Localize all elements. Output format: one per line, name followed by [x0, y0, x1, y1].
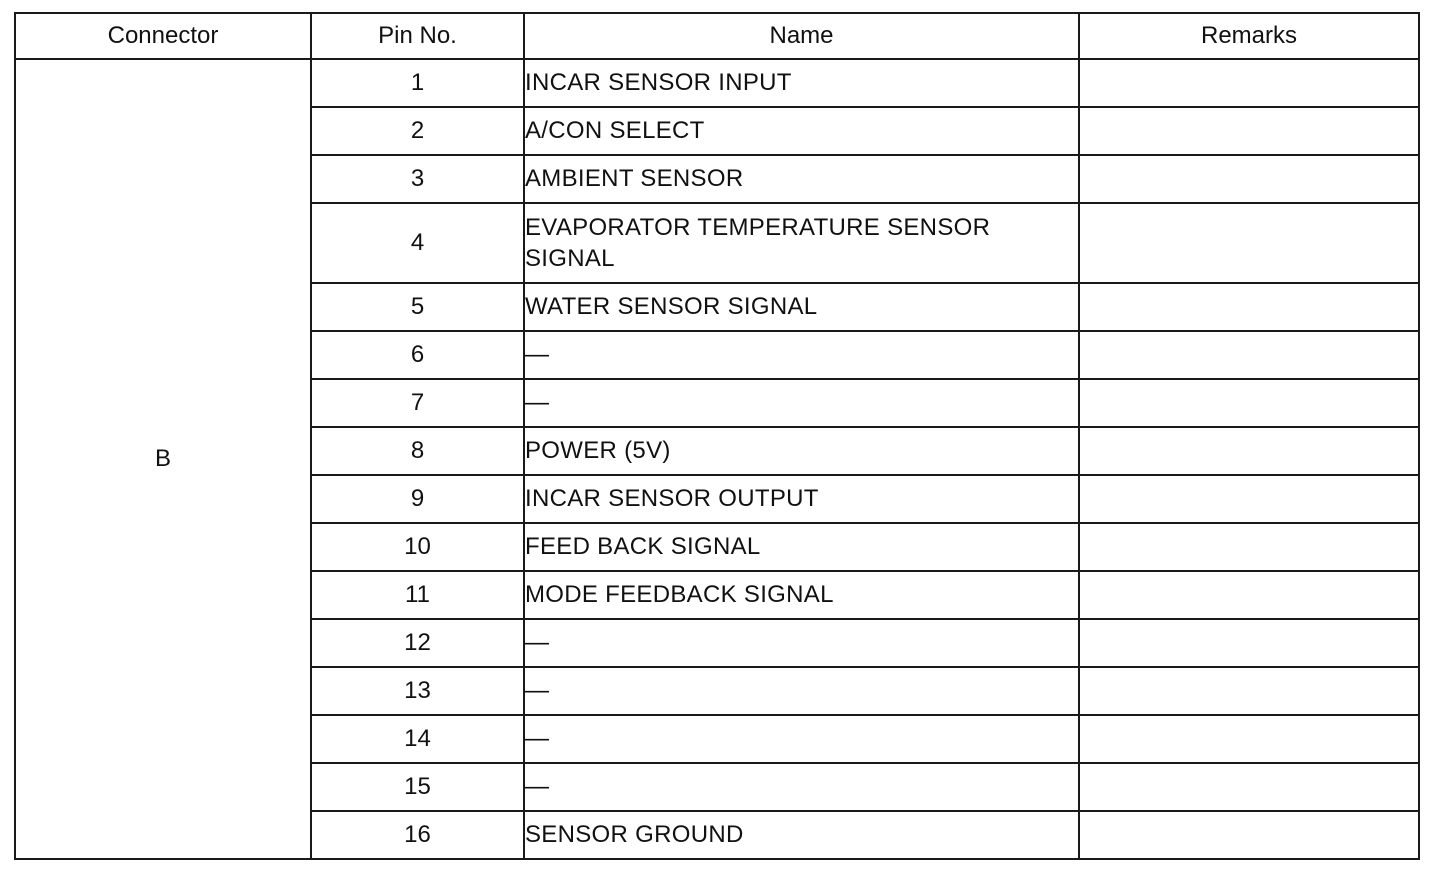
header-name: Name [524, 13, 1079, 59]
pin-name: FEED BACK SIGNAL [524, 523, 1079, 571]
pin-remarks [1079, 203, 1419, 283]
pin-remarks [1079, 811, 1419, 859]
pin-remarks [1079, 379, 1419, 427]
pin-number: 5 [311, 283, 524, 331]
pin-name: AMBIENT SENSOR [524, 155, 1079, 203]
pin-name: — [524, 715, 1079, 763]
header-connector: Connector [15, 13, 311, 59]
pin-number: 7 [311, 379, 524, 427]
pin-remarks [1079, 619, 1419, 667]
pin-remarks [1079, 523, 1419, 571]
header-pin-no: Pin No. [311, 13, 524, 59]
pin-remarks [1079, 715, 1419, 763]
pin-name: SENSOR GROUND [524, 811, 1079, 859]
table-row [15, 59, 1419, 107]
pin-remarks [1079, 107, 1419, 155]
pin-number: 12 [311, 619, 524, 667]
pin-number: 6 [311, 331, 524, 379]
pin-number: 15 [311, 763, 524, 811]
pin-name: EVAPORATOR TEMPERATURE SENSOR SIGNAL [524, 203, 1079, 283]
table-header [15, 13, 1419, 59]
pin-remarks [1079, 427, 1419, 475]
pin-name: WATER SENSOR SIGNAL [524, 283, 1079, 331]
pin-number: 10 [311, 523, 524, 571]
pin-remarks [1079, 475, 1419, 523]
pin-name: A/CON SELECT [524, 107, 1079, 155]
pin-number: 14 [311, 715, 524, 763]
pin-number: 4 [311, 203, 524, 283]
header-remarks: Remarks [1079, 13, 1419, 59]
pin-name: MODE FEEDBACK SIGNAL [524, 571, 1079, 619]
pin-remarks [1079, 763, 1419, 811]
pin-name: — [524, 763, 1079, 811]
pin-name: INCAR SENSOR OUTPUT [524, 475, 1079, 523]
pin-name: — [524, 331, 1079, 379]
pin-number: 8 [311, 427, 524, 475]
connector-pin-table [14, 12, 1420, 860]
pin-name: POWER (5V) [524, 427, 1079, 475]
pin-remarks [1079, 59, 1419, 107]
pin-remarks [1079, 155, 1419, 203]
pin-number: 11 [311, 571, 524, 619]
pin-remarks [1079, 571, 1419, 619]
pin-name: — [524, 667, 1079, 715]
pin-name: — [524, 619, 1079, 667]
pin-number: 2 [311, 107, 524, 155]
pin-number: 1 [311, 59, 524, 107]
table-body [15, 59, 1419, 859]
pin-number: 13 [311, 667, 524, 715]
pin-number: 3 [311, 155, 524, 203]
pin-remarks [1079, 331, 1419, 379]
pin-remarks [1079, 283, 1419, 331]
header-row [15, 13, 1419, 59]
pin-number: 9 [311, 475, 524, 523]
pin-remarks [1079, 667, 1419, 715]
pin-name: — [524, 379, 1079, 427]
pin-name: INCAR SENSOR INPUT [524, 59, 1079, 107]
connector-cell: B [15, 59, 311, 859]
pin-number: 16 [311, 811, 524, 859]
